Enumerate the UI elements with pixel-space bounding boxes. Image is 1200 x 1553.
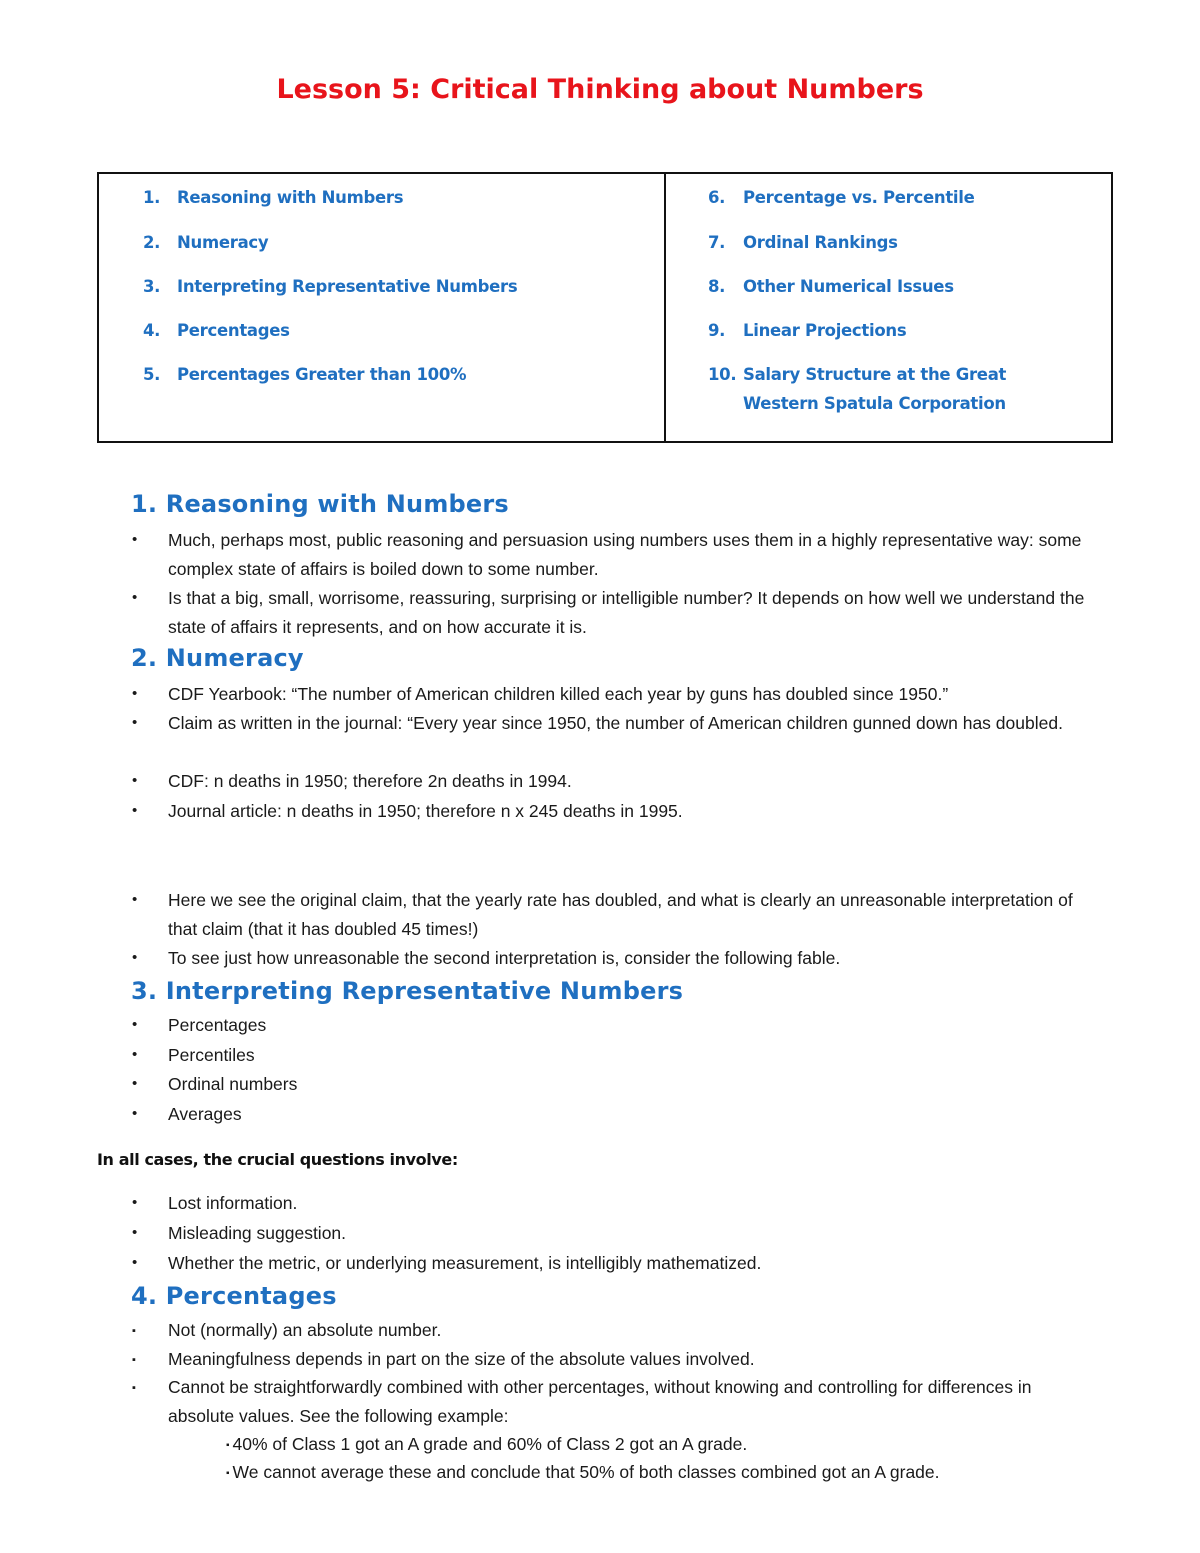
- list-item: [132, 1189, 1102, 1218]
- toc-item[interactable]: [708, 360, 1068, 418]
- bullet-marker: •: [132, 1194, 138, 1211]
- bullet-marker: •: [132, 1046, 138, 1063]
- toc-item[interactable]: [143, 183, 403, 212]
- page-title: Lesson 5: Critical Thinking about Numbers: [276, 74, 924, 105]
- section-heading: 4. Percentages: [131, 1282, 337, 1310]
- bullet-marker: •: [132, 685, 138, 702]
- toc-item-number: 3.: [143, 277, 161, 296]
- list-item: [132, 1373, 1102, 1430]
- square-bullet-marker: ▪: [132, 1325, 136, 1337]
- toc-item-label: Linear Projections: [743, 321, 907, 340]
- toc-item[interactable]: [143, 228, 268, 257]
- toc-item[interactable]: [143, 316, 290, 345]
- list-item: [132, 526, 1102, 583]
- list-item-text: Here we see the original claim, that the yearly rate has doubled, and what is clearly an unreasonable interpretation of that claim (that it has doubled 45 times!): [168, 890, 1073, 939]
- toc-item-number: 1.: [143, 188, 161, 207]
- toc-item-number: 7.: [708, 233, 726, 252]
- bullet-marker: •: [132, 531, 138, 548]
- list-item-text: Cannot be straightforwardly combined with other percentages, without knowing and controlling for differences in absolute values. See the following example:: [168, 1377, 1032, 1426]
- toc-item-label: Reasoning with Numbers: [177, 188, 404, 207]
- square-bullet-marker: ▪: [132, 1382, 136, 1394]
- list-item-text: Averages: [168, 1104, 242, 1124]
- toc-item-label: Salary Structure at the Great Western Spatula Corporation: [743, 365, 1007, 413]
- table-of-contents: [97, 172, 1113, 443]
- list-item-text: Misleading suggestion.: [168, 1223, 347, 1243]
- bullet-marker: •: [132, 1105, 138, 1122]
- bullet-marker: •: [132, 1254, 138, 1271]
- toc-item[interactable]: [143, 360, 466, 389]
- list-item: [132, 944, 1102, 973]
- toc-item[interactable]: [708, 228, 1068, 257]
- toc-item-label: Interpreting Representative Numbers: [177, 277, 518, 296]
- list-item: [132, 1345, 1102, 1374]
- list-item: [132, 1041, 1102, 1070]
- bullet-marker: •: [132, 802, 138, 819]
- bullet-marker: •: [132, 714, 138, 731]
- list-item: [132, 1316, 1102, 1345]
- list-item-text: To see just how unreasonable the second interpretation is, consider the following fable.: [168, 948, 841, 968]
- sub-list-item-text: 40% of Class 1 got an A grade and 60% of Class 2 got an A grade.: [232, 1434, 748, 1454]
- toc-item-number: 8.: [708, 277, 726, 296]
- bullet-marker: •: [132, 1224, 138, 1241]
- toc-item-label: Numeracy: [177, 233, 269, 252]
- sub-list-item: [226, 1458, 940, 1490]
- list-item-text: CDF: n deaths in 1950; therefore 2n deaths in 1994.: [168, 771, 572, 791]
- toc-item[interactable]: [143, 272, 517, 301]
- bullet-marker: •: [132, 949, 138, 966]
- list-item: [132, 1219, 1102, 1248]
- toc-item-number: 2.: [143, 233, 161, 252]
- toc-left-column: [99, 174, 666, 441]
- bullet-marker: •: [132, 589, 138, 606]
- toc-item[interactable]: [708, 183, 1068, 212]
- list-item: [132, 709, 1102, 738]
- list-item-text: Lost information.: [168, 1193, 298, 1213]
- list-item: [132, 1011, 1102, 1040]
- list-item-text: Ordinal numbers: [168, 1074, 298, 1094]
- sub-list-item-text: We cannot average these and conclude that 50% of both classes combined got an A grade.: [232, 1462, 940, 1482]
- list-item-text: Is that a big, small, worrisome, reassuring, surprising or intelligible number? It depends on how well we understand the state of affairs it represents, and on how accurate it is.: [168, 588, 1085, 637]
- section-heading: 3. Interpreting Representative Numbers: [131, 977, 684, 1005]
- list-item-text: Percentiles: [168, 1045, 255, 1065]
- bullet-marker: •: [132, 1075, 138, 1092]
- list-item: [132, 584, 1102, 641]
- list-item-text: Whether the metric, or underlying measurement, is intelligibly mathematized.: [168, 1253, 762, 1273]
- toc-item[interactable]: [708, 316, 1068, 345]
- list-item: [132, 680, 1102, 709]
- toc-item-label: Ordinal Rankings: [743, 233, 898, 252]
- list-item: [132, 1070, 1102, 1099]
- list-item-text: Much, perhaps most, public reasoning and persuasion using numbers uses them in a highly representative way: some complex state of affairs is boiled down to some number.: [168, 530, 1082, 579]
- bullet-marker: •: [132, 891, 138, 908]
- list-item-text: Journal article: n deaths in 1950; therefore n x 245 deaths in 1995.: [168, 801, 683, 821]
- toc-item-number: 5.: [143, 365, 161, 384]
- square-bullet-marker: ▪: [132, 1354, 136, 1366]
- list-item: [132, 767, 1102, 796]
- list-item-text: Meaningfulness depends in part on the size of the absolute values involved.: [168, 1349, 755, 1369]
- bullet-marker: •: [132, 772, 138, 789]
- toc-item-number: 10.: [708, 365, 737, 384]
- toc-item[interactable]: [708, 272, 1068, 301]
- toc-item-label: Other Numerical Issues: [743, 277, 954, 296]
- toc-item-label: Percentages: [177, 321, 290, 340]
- list-item-text: CDF Yearbook: “The number of American children killed each year by guns has doubled since 1950.”: [168, 684, 949, 704]
- crucial-questions-note: In all cases, the crucial questions involve:: [97, 1150, 458, 1169]
- section-heading: 2. Numeracy: [131, 644, 304, 672]
- toc-item-number: 4.: [143, 321, 161, 340]
- bullet-marker: •: [132, 1016, 138, 1033]
- section-heading: 1. Reasoning with Numbers: [131, 490, 509, 518]
- list-item: [132, 886, 1102, 943]
- toc-item-label: Percentages Greater than 100%: [177, 365, 467, 384]
- list-item-text: Not (normally) an absolute number.: [168, 1320, 442, 1340]
- toc-right-column: [666, 174, 1111, 441]
- list-item-text: Claim as written in the journal: “Every year since 1950, the number of American children gunned down has doubled.: [168, 713, 1063, 733]
- list-item-text: Percentages: [168, 1015, 267, 1035]
- toc-item-label: Percentage vs. Percentile: [743, 188, 975, 207]
- list-item: [132, 797, 1102, 826]
- list-item: [132, 1100, 1102, 1129]
- square-bullet-marker: ▪: [226, 1468, 230, 1479]
- square-bullet-marker: ▪: [226, 1440, 230, 1451]
- toc-item-number: 9.: [708, 321, 726, 340]
- toc-item-number: 6.: [708, 188, 726, 207]
- list-item: [132, 1249, 1102, 1278]
